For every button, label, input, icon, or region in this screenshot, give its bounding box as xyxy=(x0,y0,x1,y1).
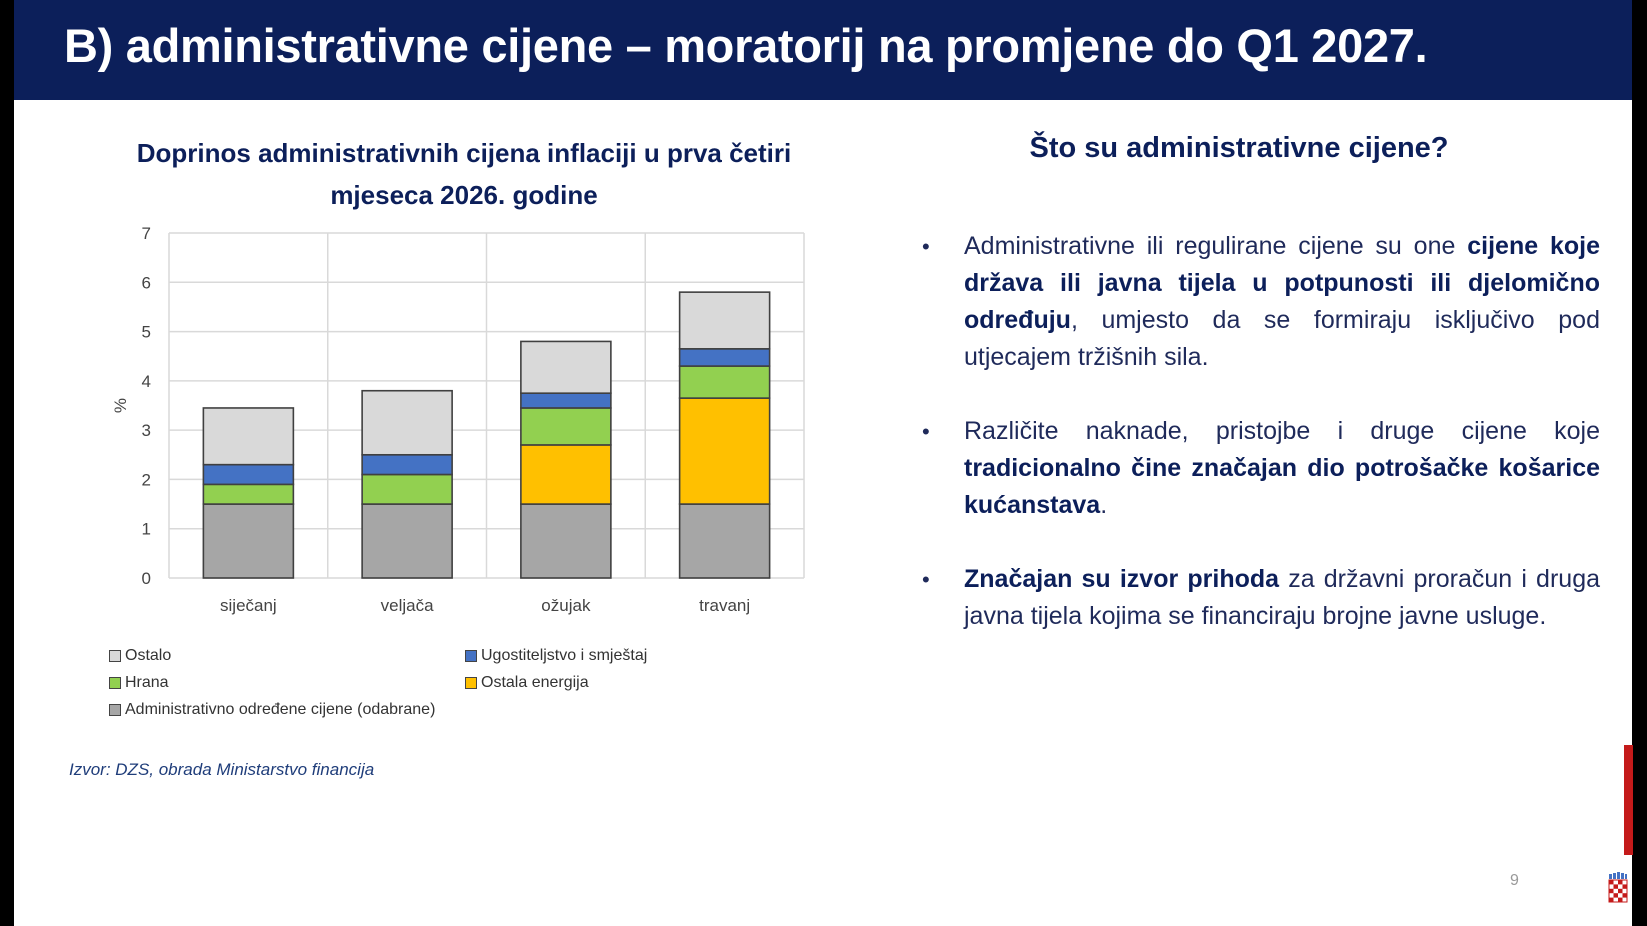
bullet-dot: • xyxy=(922,419,930,444)
chart-legend xyxy=(109,647,729,737)
bullet-dot: • xyxy=(922,567,930,592)
legend-label: Ostalo xyxy=(125,647,172,664)
page-number: 9 xyxy=(1510,872,1519,889)
legend-label: Ugostiteljstvo i smještaj xyxy=(481,647,648,664)
bar-segment xyxy=(203,504,293,578)
bullet-item xyxy=(922,561,1600,635)
x-tick-label: ožujak xyxy=(541,596,591,615)
y-tick-label: 6 xyxy=(141,273,151,293)
bar-segment xyxy=(362,455,452,475)
source-note: Izvor: DZS, obrada Ministarstvo financija xyxy=(69,760,375,779)
legend-item xyxy=(465,647,647,665)
bullet-item xyxy=(922,413,1600,524)
bullet-item xyxy=(922,228,1600,376)
y-tick-label: 5 xyxy=(141,322,151,342)
y-tick-label: 4 xyxy=(141,371,151,391)
bar-segment xyxy=(203,484,293,504)
legend-swatch xyxy=(465,650,477,662)
y-tick-label: 0 xyxy=(141,569,151,588)
slide-title: B) administrativne cijene – moratorij na promjene do Q1 2027. xyxy=(64,19,1428,72)
legend-swatch xyxy=(109,704,121,716)
legend-item xyxy=(109,647,171,665)
legend-item xyxy=(109,674,169,692)
x-tick-label: veljača xyxy=(380,596,434,615)
bullet-bold-text: tradicionalno čine značajan dio potrošačke košarice kućanstava xyxy=(964,454,1600,519)
y-tick-label: 3 xyxy=(141,421,151,441)
bar-segment xyxy=(680,366,770,398)
bullet-list xyxy=(922,228,1600,672)
bar-segment xyxy=(362,504,452,578)
y-axis-label: % xyxy=(111,397,130,414)
bar-segment xyxy=(362,391,452,455)
croatian-crest-icon xyxy=(1608,872,1628,904)
red-accent-bar xyxy=(1624,745,1633,855)
bar-segment xyxy=(203,465,293,485)
bar-segment xyxy=(362,475,452,505)
bar-segment xyxy=(521,504,611,578)
chart-title: Doprinos administrativnih cijena inflaciji u prva četiri mjeseca 2026. godine xyxy=(136,138,792,210)
bullet-text: . xyxy=(1100,491,1108,519)
legend-swatch xyxy=(109,677,121,689)
slide-header xyxy=(14,0,1632,100)
bullet-text: za državni proračun i druga javna tijela kojima se financiraju brojne javne usluge. xyxy=(964,565,1600,630)
bar-segment xyxy=(680,292,770,349)
bullet-text: , umjesto da se formiraju isključivo pod utjecajem tržišnih sila. xyxy=(964,306,1600,371)
x-tick-label: travanj xyxy=(699,596,751,615)
bar-segment xyxy=(680,349,770,366)
legend-swatch xyxy=(465,677,477,689)
bullet-bold-text: cijene koje država ili javna tijela u potpunosti ili djelomično određuju xyxy=(964,232,1600,334)
x-tick-label: siječanj xyxy=(220,596,277,615)
bar-segment xyxy=(521,393,611,408)
bar-segment xyxy=(521,341,611,393)
legend-item xyxy=(465,674,589,692)
stacked-bar-chart xyxy=(94,220,814,630)
right-heading: Što su administrativne cijene? xyxy=(1029,132,1449,164)
legend-label: Hrana xyxy=(125,674,169,691)
bar-segment xyxy=(521,408,611,445)
y-tick-label: 1 xyxy=(141,519,151,539)
bullet-text: Različite naknade, pristojbe i druge cijene koje xyxy=(964,417,1600,445)
bullet-dot: • xyxy=(922,234,930,259)
y-tick-label: 7 xyxy=(141,224,151,243)
legend-label: Administrativno određene cijene (odabrane) xyxy=(125,701,436,718)
slide xyxy=(14,0,1632,926)
y-tick-label: 2 xyxy=(141,470,151,490)
bullet-text: Administrativne ili regulirane cijene su one xyxy=(964,232,1468,260)
legend-label: Ostala energija xyxy=(481,674,589,691)
bar-segment xyxy=(680,504,770,578)
bullet-bold-text: Značajan su izvor prihoda xyxy=(964,565,1280,593)
bar-segment xyxy=(521,445,611,504)
legend-swatch xyxy=(109,650,121,662)
bar-segment xyxy=(203,408,293,465)
legend-item xyxy=(109,701,435,719)
bar-segment xyxy=(680,398,770,504)
